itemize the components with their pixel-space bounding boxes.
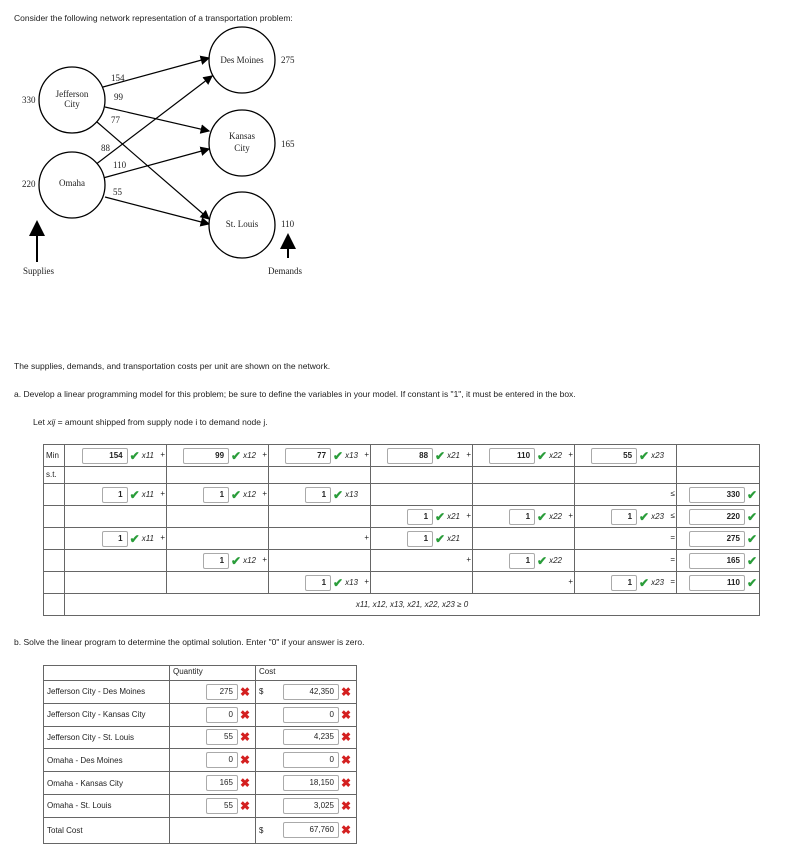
constraint-coef-input[interactable]: 1 bbox=[305, 487, 331, 503]
result-row bbox=[44, 749, 357, 772]
objective-row bbox=[44, 445, 760, 467]
correct-check-icon: ✔ bbox=[435, 531, 446, 546]
plus-sign: + bbox=[160, 450, 165, 459]
correct-check-icon: ✔ bbox=[435, 448, 446, 463]
cost-input[interactable]: 0 bbox=[283, 752, 339, 768]
incorrect-x-icon: ✖ bbox=[340, 753, 351, 768]
node-label-sl: St. Louis bbox=[225, 219, 259, 229]
quantity-input[interactable]: 0 bbox=[206, 707, 238, 723]
constraint-coef-input[interactable]: 1 bbox=[407, 509, 433, 525]
arc-jc-sl bbox=[97, 122, 209, 219]
plus-sign: + bbox=[262, 489, 267, 498]
quantity-input[interactable]: 275 bbox=[206, 684, 238, 700]
result-row bbox=[44, 681, 357, 704]
incorrect-x-icon: ✖ bbox=[340, 798, 351, 813]
plus-sign: + bbox=[466, 450, 471, 459]
correct-check-icon: ✔ bbox=[231, 553, 242, 568]
constraint-coef-input[interactable]: 1 bbox=[407, 531, 433, 547]
currency-sign: $ bbox=[259, 825, 264, 835]
intro-text: Consider the following network representation of a transportation problem: bbox=[14, 13, 293, 23]
incorrect-x-icon: ✖ bbox=[239, 776, 250, 791]
rhs-input[interactable]: 165 bbox=[689, 553, 745, 569]
result-row bbox=[44, 794, 357, 817]
demand-kc: 165 bbox=[281, 139, 295, 149]
cost-input[interactable]: 3,025 bbox=[283, 798, 339, 814]
relation-sign: ≤ bbox=[670, 489, 675, 498]
correct-check-icon: ✔ bbox=[537, 448, 548, 463]
incorrect-x-icon: ✖ bbox=[239, 753, 250, 768]
plus-sign: + bbox=[466, 511, 471, 520]
node-label-kc: Kansas City bbox=[229, 131, 255, 153]
rhs-input[interactable]: 220 bbox=[689, 509, 745, 525]
total-cost-label: Total Cost bbox=[44, 817, 170, 843]
correct-check-icon: ✔ bbox=[231, 487, 242, 502]
correct-check-icon: ✔ bbox=[746, 575, 757, 590]
rhs-input[interactable]: 110 bbox=[689, 575, 745, 591]
correct-check-icon: ✔ bbox=[333, 575, 344, 590]
incorrect-x-icon: ✖ bbox=[340, 684, 351, 699]
result-row bbox=[44, 703, 357, 726]
rhs-cell bbox=[677, 484, 760, 506]
quantity-header: Quantity bbox=[170, 666, 256, 681]
constraint-coef-input[interactable]: 1 bbox=[203, 487, 229, 503]
constraint-coef-input[interactable]: 1 bbox=[611, 575, 637, 591]
incorrect-x-icon: ✖ bbox=[239, 798, 250, 813]
objective-term: 88 ✔ x21 + bbox=[371, 445, 473, 467]
arc-om-sl bbox=[105, 197, 209, 224]
variable-definition: Let xij = amount shipped from supply node i to demand node j. bbox=[33, 417, 268, 427]
relation-sign: ≤ bbox=[670, 511, 675, 520]
plus-sign: + bbox=[568, 511, 573, 520]
constraint-row: 1 ✔ x21 + 1 ✔ x22 + 1 ✔ x23 ≤ 220 ✔ bbox=[44, 506, 760, 528]
constraint-coef-input[interactable]: 1 bbox=[305, 575, 331, 591]
incorrect-x-icon: ✖ bbox=[340, 707, 351, 722]
total-cost-input[interactable]: 67,760 bbox=[283, 822, 339, 838]
correct-check-icon: ✔ bbox=[333, 448, 344, 463]
part-b-text: b. Solve the linear program to determine the optimal solution. Enter "0" if your answer is zero. bbox=[14, 637, 365, 647]
correct-check-icon: ✔ bbox=[435, 509, 446, 524]
constraint-row: 1 ✔ x11 + + 1 ✔ x21 = 275 ✔ bbox=[44, 528, 760, 550]
constraint-coef-input[interactable]: 1 bbox=[509, 509, 535, 525]
incorrect-x-icon: ✖ bbox=[239, 707, 250, 722]
rhs-input[interactable]: 330 bbox=[689, 487, 745, 503]
quantity-input[interactable]: 55 bbox=[206, 729, 238, 745]
objective-term: 99 ✔ x12 + bbox=[167, 445, 269, 467]
relation-sign: = bbox=[670, 577, 675, 586]
constraint-coef-input[interactable]: 1 bbox=[203, 553, 229, 569]
plus-sign: + bbox=[262, 555, 267, 564]
objective-coef-input[interactable]: 99 bbox=[183, 448, 229, 464]
rhs-cell bbox=[677, 528, 760, 550]
cost-input[interactable]: 4,235 bbox=[283, 729, 339, 745]
objective-coef-input[interactable]: 55 bbox=[591, 448, 637, 464]
route-label: Jefferson City - Des Moines bbox=[44, 681, 170, 704]
correct-check-icon: ✔ bbox=[746, 553, 757, 568]
correct-check-icon: ✔ bbox=[639, 575, 650, 590]
currency-sign: $ bbox=[259, 687, 264, 697]
demand-sl: 110 bbox=[281, 219, 295, 229]
objective-term: 55 ✔ x23 bbox=[575, 445, 677, 467]
supplies-label: Supplies bbox=[23, 266, 55, 276]
relation-sign: = bbox=[670, 533, 675, 542]
incorrect-x-icon: ✖ bbox=[340, 730, 351, 745]
rhs-input[interactable]: 275 bbox=[689, 531, 745, 547]
result-row bbox=[44, 772, 357, 795]
min-label: Min bbox=[44, 445, 65, 467]
plus-sign: + bbox=[364, 577, 369, 586]
constraint-coef-input[interactable]: 1 bbox=[102, 531, 128, 547]
results-table bbox=[43, 665, 357, 844]
quantity-input[interactable]: 0 bbox=[206, 752, 238, 768]
correct-check-icon: ✔ bbox=[333, 487, 344, 502]
cost-jc-dm: 154 bbox=[111, 73, 125, 83]
cost-input[interactable]: 0 bbox=[283, 707, 339, 723]
cost-jc-sl: 77 bbox=[111, 115, 120, 125]
correct-check-icon: ✔ bbox=[537, 553, 548, 568]
objective-term: 110 ✔ x22 + bbox=[473, 445, 575, 467]
correct-check-icon: ✔ bbox=[129, 531, 140, 546]
plus-sign: + bbox=[364, 450, 369, 459]
objective-term: 154 ✔ x11 + bbox=[65, 445, 167, 467]
relation-sign: = bbox=[670, 555, 675, 564]
objective-coef-input[interactable]: 88 bbox=[387, 448, 433, 464]
total-row bbox=[44, 817, 357, 843]
route-label: Jefferson City - Kansas City bbox=[44, 703, 170, 726]
cost-om-kc: 110 bbox=[113, 160, 127, 170]
demand-dm: 275 bbox=[281, 55, 295, 65]
cost-input[interactable]: 42,350 bbox=[283, 684, 339, 700]
quantity-input[interactable]: 165 bbox=[206, 775, 238, 791]
objective-coef-input[interactable]: 110 bbox=[489, 448, 535, 464]
correct-check-icon: ✔ bbox=[639, 448, 650, 463]
objective-coef-input[interactable]: 77 bbox=[285, 448, 331, 464]
correct-check-icon: ✔ bbox=[746, 487, 757, 502]
node-label-jc: Jefferson City bbox=[55, 89, 89, 109]
plus-sign: + bbox=[160, 533, 165, 542]
objective-coef-input[interactable]: 154 bbox=[82, 448, 128, 464]
plus-sign: + bbox=[568, 577, 573, 586]
incorrect-x-icon: ✖ bbox=[239, 684, 250, 699]
route-label: Omaha - Des Moines bbox=[44, 749, 170, 772]
route-label: Omaha - Kansas City bbox=[44, 772, 170, 795]
cost-om-dm: 88 bbox=[101, 143, 110, 153]
incorrect-x-icon: ✖ bbox=[340, 823, 351, 838]
lp-model-table bbox=[43, 444, 760, 616]
route-label: Jefferson City - St. Louis bbox=[44, 726, 170, 749]
rhs-cell bbox=[677, 550, 760, 572]
description-text: The supplies, demands, and transportation costs per unit are shown on the network. bbox=[14, 361, 331, 371]
correct-check-icon: ✔ bbox=[537, 509, 548, 524]
plus-sign: + bbox=[568, 450, 573, 459]
incorrect-x-icon: ✖ bbox=[340, 776, 351, 791]
cost-om-sl: 55 bbox=[113, 187, 122, 197]
incorrect-x-icon: ✖ bbox=[239, 730, 250, 745]
rhs-cell bbox=[677, 506, 760, 528]
demands-label: Demands bbox=[268, 266, 302, 276]
correct-check-icon: ✔ bbox=[746, 531, 757, 546]
constraint-row: 1 ✔ x13 + + 1 ✔ x23 = 110 ✔ bbox=[44, 572, 760, 594]
plus-sign: + bbox=[160, 489, 165, 498]
correct-check-icon: ✔ bbox=[129, 487, 140, 502]
correct-check-icon: ✔ bbox=[129, 448, 140, 463]
constraint-coef-input[interactable]: 1 bbox=[509, 553, 535, 569]
correct-check-icon: ✔ bbox=[639, 509, 650, 524]
supply-omaha: 220 bbox=[22, 179, 36, 189]
result-row bbox=[44, 726, 357, 749]
plus-sign: + bbox=[364, 533, 369, 542]
cost-header: Cost bbox=[256, 666, 357, 681]
rhs-cell bbox=[677, 572, 760, 594]
constraint-row: 1 ✔ x12 + + 1 ✔ x22 = 165 ✔ bbox=[44, 550, 760, 572]
part-a-text: a. Develop a linear programming model for this problem; be sure to define the variables in your model. If constant is "1", it must be entered in the box. bbox=[14, 389, 576, 399]
correct-check-icon: ✔ bbox=[231, 448, 242, 463]
plus-sign: + bbox=[466, 555, 471, 564]
route-label: Omaha - St. Louis bbox=[44, 794, 170, 817]
supply-jc: 330 bbox=[22, 95, 36, 105]
arc-jc-kc bbox=[105, 107, 209, 131]
node-label-dm: Des Moines bbox=[220, 55, 264, 65]
node-label-omaha: Omaha bbox=[59, 178, 85, 188]
nonnegativity-constraint: x11, x12, x13, x21, x22, x23 ≥ 0 bbox=[65, 594, 760, 616]
quantity-input[interactable]: 55 bbox=[206, 798, 238, 814]
constraint-row: 1 ✔ x11 + 1 ✔ x12 + 1 ✔ x13 ≤ 330 ✔ bbox=[44, 484, 760, 506]
network-diagram bbox=[0, 0, 796, 300]
constraint-coef-input[interactable]: 1 bbox=[102, 487, 128, 503]
cost-input[interactable]: 18,150 bbox=[283, 775, 339, 791]
cost-jc-kc: 99 bbox=[114, 92, 123, 102]
constraint-coef-input[interactable]: 1 bbox=[611, 509, 637, 525]
objective-term: 77 ✔ x13 + bbox=[269, 445, 371, 467]
correct-check-icon: ✔ bbox=[746, 509, 757, 524]
plus-sign: + bbox=[262, 450, 267, 459]
st-label: s.t. bbox=[44, 467, 65, 484]
